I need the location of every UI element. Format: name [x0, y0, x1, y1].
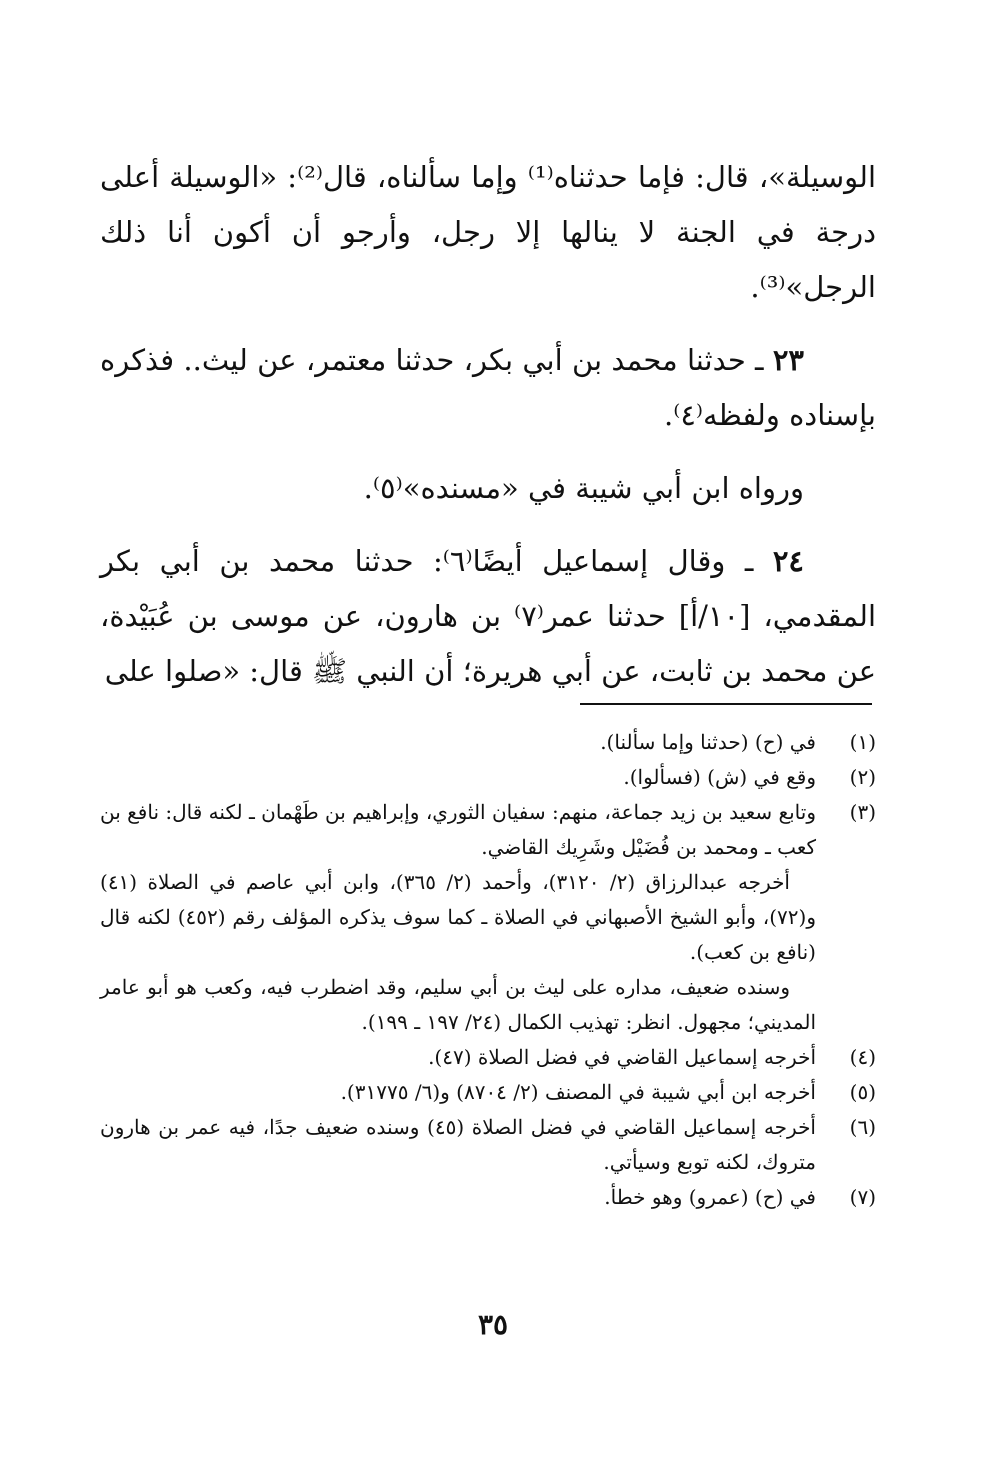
footnote-1 — [100, 725, 876, 760]
footnote-text: أخرجه ابن أبي شيبة في المصنف (٢/ ٨٧٠٤) و(٦/ ٣١٧٧٥). — [340, 1080, 816, 1104]
footnote-5 — [100, 1075, 876, 1110]
footnote-number: (٢) — [849, 765, 876, 789]
paragraph-3: ورواه ابن أبي شيبة في «مسنده»⁽٥⁾. — [363, 471, 804, 505]
footnote-3 — [100, 795, 876, 865]
footnote-number: (١) — [849, 730, 876, 754]
hadith-number-23: ٢٣ — [772, 343, 804, 377]
footnote-text: وتابع سعيد بن زيد جماعة، منهم: سفيان الثوري، وإبراهيم بن طَهْمان ـ لكنه قال: نافع بن كعب ـ ومحمد بن فُضَيْل وشَرِيك القاضي. — [100, 800, 816, 859]
footnote-separator — [580, 703, 872, 705]
main-text — [100, 150, 876, 699]
footnote-text: في (ح) (عمرو) وهو خطأ. — [604, 1185, 816, 1209]
footnote-text: وقع في (ش) (فسألوا). — [623, 765, 816, 789]
footnote-3-continuation-1: أخرجه عبدالرزاق (٢/ ٣١٢٠)، وأحمد (٢/ ٣٦٥)، وابن أبي عاصم في الصلاة (٤١) و(٧٢)، وأبو الشيخ الأصبهاني في الصلاة ـ كما سوف يذكره المؤلف رقم (٤٥٢) لكنه قال (نافع بن كعب). — [100, 870, 816, 964]
footnote-3-continuation-2: وسنده ضعيف، مداره على ليث بن أبي سليم، وقد اضطرب فيه، وكعب هو أبو عامر المديني؛ مجهول. انظر: تهذيب الكمال (٢٤/ ١٩٧ ـ ١٩٩). — [100, 975, 816, 1034]
footnote-number: (٧) — [849, 1185, 876, 1209]
hadith-number-24: ٢٤ — [772, 544, 804, 578]
footnote-number: (٥) — [849, 1080, 876, 1104]
hadith-23-text: ـ حدثنا محمد بن أبي بكر، حدثنا معتمر، عن ليث.. فذكره بإسناده ولفظه⁽٤⁾. — [100, 343, 876, 432]
page-number: ٣٥ — [477, 1308, 509, 1341]
footnote-number: (٦) — [849, 1115, 876, 1139]
footnote-text: أخرجه إسماعيل القاضي في فضل الصلاة (٤٧). — [428, 1045, 816, 1069]
footnote-text: في (ح) (حدثنا وإما سألنا). — [600, 730, 816, 754]
footnotes — [100, 725, 876, 1215]
hadith-24-text: ـ وقال إسماعيل أيضًا⁽٦⁾: حدثنا محمد بن أبي بكر المقدمي، [١٠/أ] حدثنا عمر⁽٧⁾ بن هارون، عن موسى بن عُبَيْدة، عن محمد بن ثابت، عن أبي هريرة؛ أن النبي ﷺ قال: «صلوا على — [100, 544, 877, 688]
footnote-4 — [100, 1040, 876, 1075]
footnote-number: (٤) — [849, 1045, 876, 1069]
footnote-number: (٣) — [849, 800, 876, 824]
footnote-2 — [100, 760, 876, 795]
footnote-6 — [100, 1110, 876, 1180]
footnote-7 — [100, 1180, 876, 1215]
paragraph-1: الوسيلة»، قال: فإما حدثناه⁽¹⁾ وإما سألناه، قال⁽²⁾: «الوسيلة أعلى درجة في الجنة لا ينالها إلا رجل، وأرجو أن أكون أنا ذلك الرجل»⁽³⁾. — [100, 160, 877, 304]
footnote-text: أخرجه إسماعيل القاضي في فضل الصلاة (٤٥) وسنده ضعيف جدًا، فيه عمر بن هارون متروك، لكنه توبع وسيأتي. — [100, 1115, 816, 1174]
paragraph-hadith-24 — [100, 534, 876, 699]
paragraph-hadith-23 — [100, 333, 876, 443]
